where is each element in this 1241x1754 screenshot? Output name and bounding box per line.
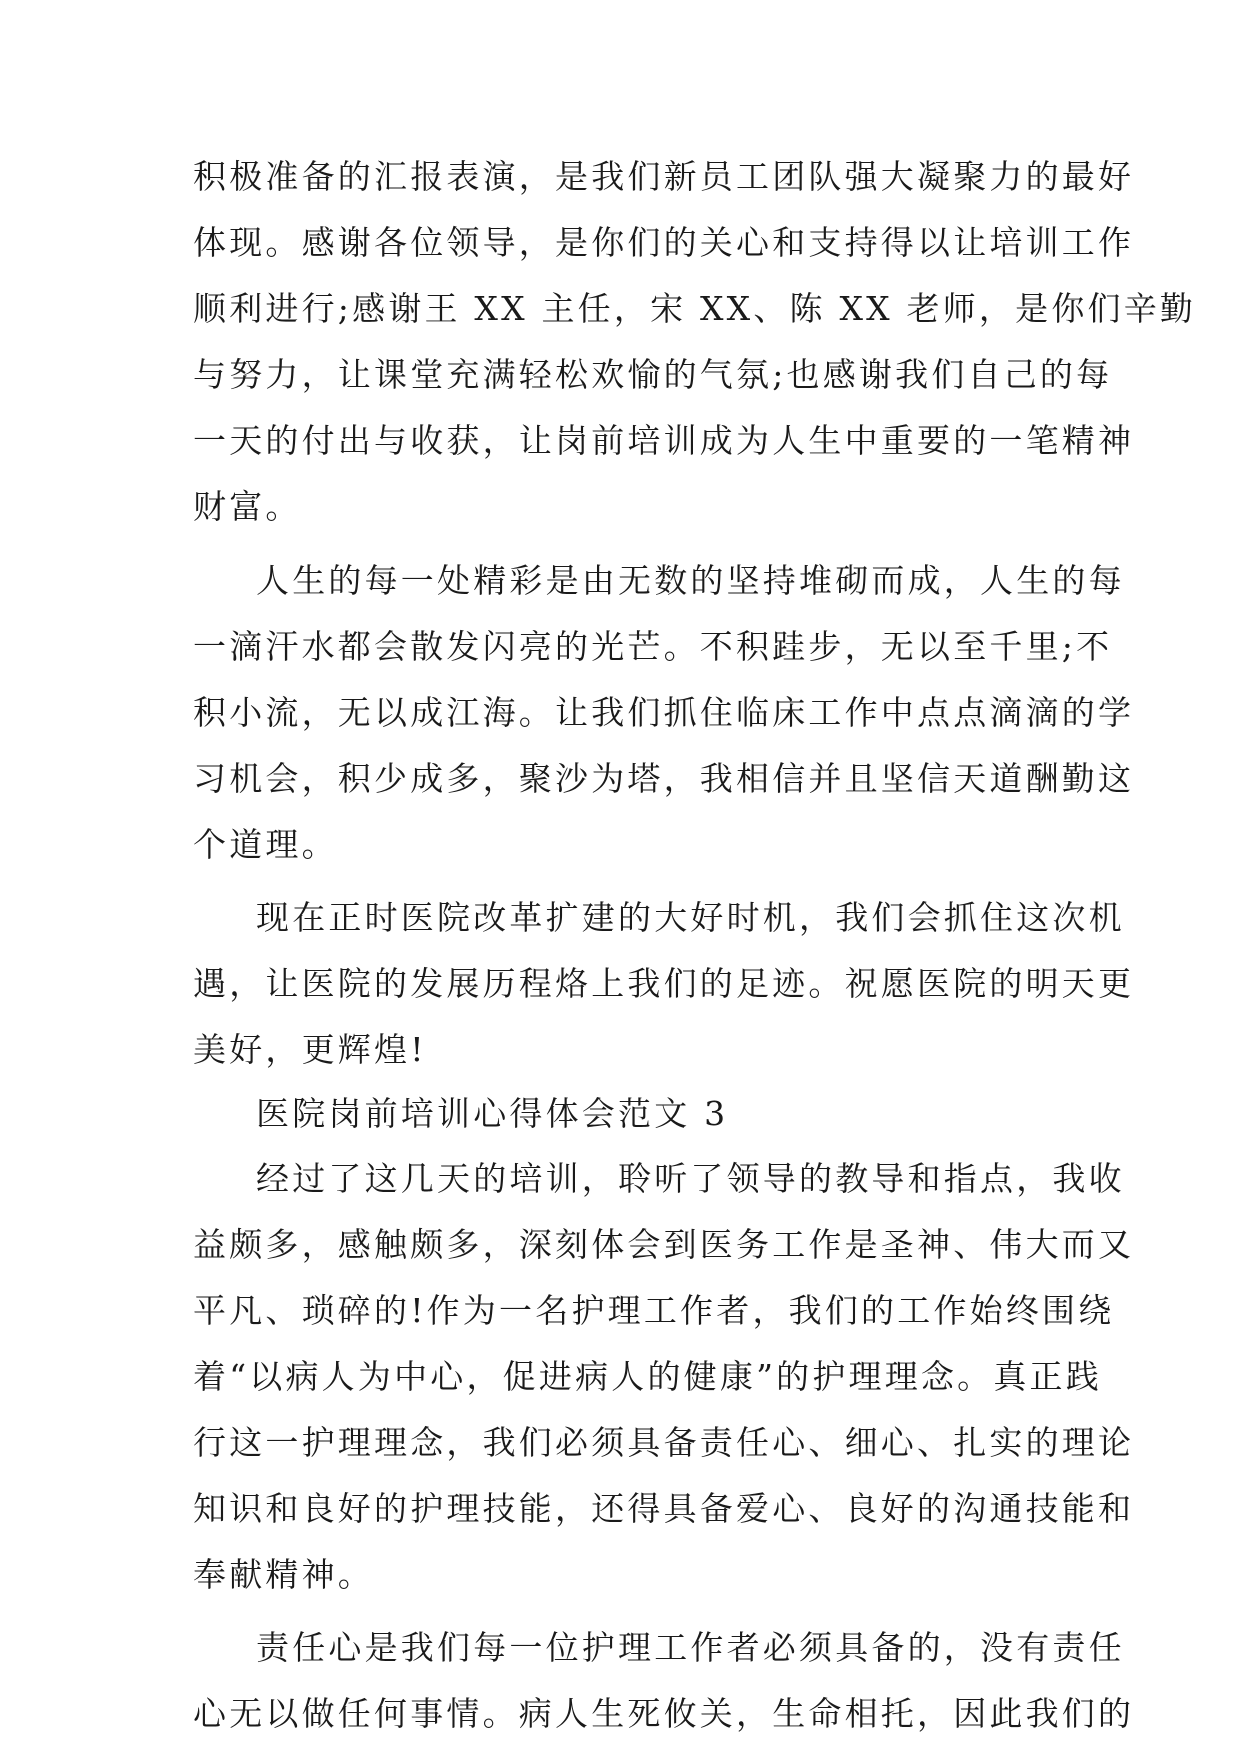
text-line: 着“以病人为中心，促进病人的健康”的护理理念。真正践 xyxy=(193,1357,1102,1396)
text-line: 益颇多，感触颇多，深刻体会到医务工作是圣神、伟大而又 xyxy=(193,1225,1135,1264)
text-line: 一滴汗水都会散发闪亮的光芒。不积跬步，无以至千里;不 xyxy=(193,627,1113,666)
text-line: 心无以做任何事情。病人生死攸关，生命相托，因此我们的 xyxy=(193,1694,1135,1733)
text-line: 遇，让医院的发展历程烙上我们的足迹。祝愿医院的明天更 xyxy=(193,964,1135,1003)
text-line: 一天的付出与收获，让岗前培训成为人生中重要的一笔精神 xyxy=(193,421,1135,460)
text-line: 财富。 xyxy=(193,487,302,526)
section-heading: 医院岗前培训心得体会范文 3 xyxy=(256,1094,729,1133)
text-line: 行这一护理理念，我们必须具备责任心、细心、扎实的理论 xyxy=(193,1423,1135,1462)
text-line: 平凡、琐碎的!作为一名护理工作者，我们的工作始终围绕 xyxy=(193,1291,1115,1330)
text-line: 积极准备的汇报表演，是我们新员工团队强大凝聚力的最好 xyxy=(193,157,1135,196)
text-line: 美好，更辉煌! xyxy=(193,1030,427,1069)
paragraph-first-line: 经过了这几天的培训，聆听了领导的教导和指点，我收 xyxy=(256,1159,1125,1198)
text-line: 积小流，无以成江海。让我们抓住临床工作中点点滴滴的学 xyxy=(193,693,1135,732)
text-line: 顺利进行;感谢王 XX 主任，宋 XX、陈 XX 老师，是你们辛勤 xyxy=(193,289,1197,328)
text-line: 个道理。 xyxy=(193,825,338,864)
text-line: 奉献精神。 xyxy=(193,1555,374,1594)
text-line: 与努力，让课堂充满轻松欢愉的气氛;也感谢我们自己的每 xyxy=(193,355,1113,394)
text-line: 体现。感谢各位领导，是你们的关心和支持得以让培训工作 xyxy=(193,223,1135,262)
paragraph-first-line: 现在正时医院改革扩建的大好时机，我们会抓住这次机 xyxy=(256,898,1125,937)
paragraph-first-line: 人生的每一处精彩是由无数的坚持堆砌而成，人生的每 xyxy=(256,561,1125,600)
text-line: 习机会，积少成多，聚沙为塔，我相信并且坚信天道酬勤这 xyxy=(193,759,1135,798)
paragraph-first-line: 责任心是我们每一位护理工作者必须具备的，没有责任 xyxy=(256,1628,1125,1667)
text-line: 知识和良好的护理技能，还得具备爱心、良好的沟通技能和 xyxy=(193,1489,1135,1528)
